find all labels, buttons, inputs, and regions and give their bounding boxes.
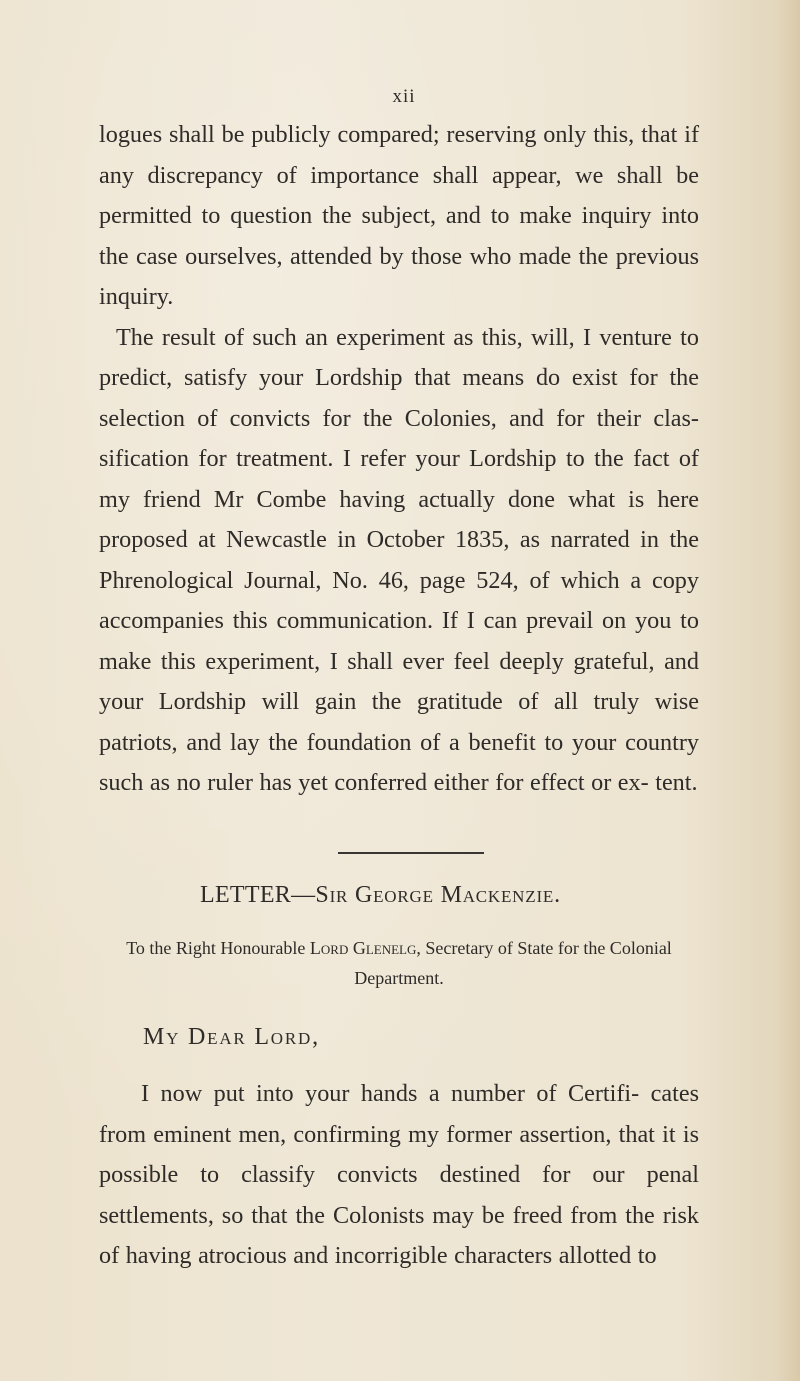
page-number: xii [392, 86, 416, 107]
letter-body: I now put into your hands a number of Certifi- cates from eminent men, confirming my former assertion, that it is possible to classify convicts destined for our penal settlements, so that the Colonists may be freed from the risk of having atrocious and incorrigible characters allotted to [99, 1080, 699, 1269]
paragraph-continued: logues shall be publicly compared; reserving only this, that if any discrepancy of importance shall appear, we shall be permitted to question the subject, and to make inquiry into the case ourselves, attended by those who made the previous inquiry. [99, 121, 699, 310]
section-divider [338, 852, 484, 854]
letter-address-prefix: To the Right Honourable [126, 938, 310, 958]
continued-text-block [99, 115, 699, 804]
letter-body-block [99, 1074, 699, 1277]
paragraph-experiment: The result of such an experiment as this, will, I venture to predict, satisfy your Lordship that means do exist for the selection of convicts for the Colonies, and for their clas- sification for treatment. I refer your Lordship to the fact of my friend Mr Combe having actually done what is here proposed at Newcastle in October 1835, as narrated in the Phrenological Journal, No. 46, page 524, of which a copy accompanies this communication. If I can prevail on you to make this experiment, I shall ever feel deeply grateful, and your Lordship will gain the gratitude of all truly wise patriots, and lay the foundation of a benefit to your country such as no ruler has yet conferred either for effect or ex- tent. [99, 323, 699, 796]
letter-heading-name: Sir George Mackenzie. [315, 882, 561, 908]
letter-heading [200, 882, 561, 909]
letter-address-name: Lord Glenelg [309, 938, 417, 958]
letter-salutation: My Dear Lord, [143, 1024, 320, 1050]
letter-heading-prefix: LETTER— [200, 882, 316, 908]
letter-address [99, 933, 699, 993]
letter-address-suffix: , Secretary of State for the Colonial Department. [354, 938, 672, 988]
